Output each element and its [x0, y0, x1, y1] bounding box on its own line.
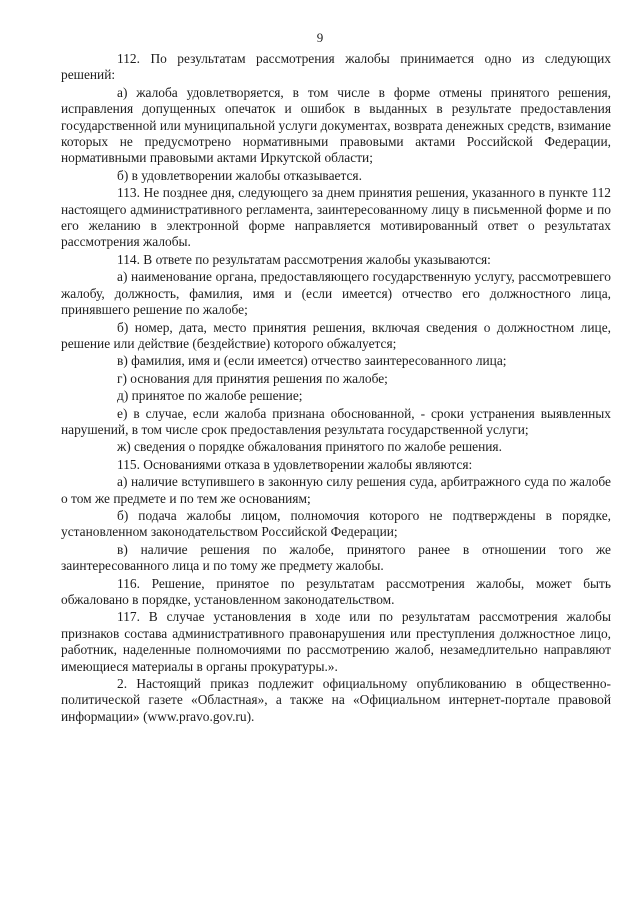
paragraph-114-d: д) принятое по жалобе решение; — [117, 388, 303, 404]
paragraph-113: 113. Не позднее дня, следующего за днем принятия решения, указанного в пункте 112 настоящего административного регламента, заинтересованному лицу в письменной форме и по его желанию в электронной форме направляется мотивированный ответ о результатах рассмотрения жалобы. — [61, 185, 611, 250]
paragraph-117: 117. В случае установления в ходе или по результатам рассмотрения жалобы признаков состава административного правонарушения или преступления должностное лицо, работник, наделенные полномочиями по рассмотрению жалоб, незамедлительно направляют имеющиеся материалы в органы прокуратуры.». — [61, 609, 611, 674]
paragraph-114-b: б) номер, дата, место принятия решения, включая сведения о должностном лице, решение или действие (бездействие) которого обжалуется; — [61, 319, 611, 351]
paragraph-112-a: а) жалоба удовлетворяется, в том числе в форме отмены принятого решения, исправления допущенных опечаток и ошибок в выданных в результате предоставления государственной или муниципальной услуги документах, возврата денежных средств, взимание которых не предусмотрено нормативными правовыми актами Российской Федерации, нормативными правовыми актами Иркутской области; — [61, 84, 611, 166]
paragraph-116: 116. Решение, принятое по результатам рассмотрения жалобы, может быть обжаловано в порядке, установленном законодательством. — [61, 575, 611, 607]
paragraph-114-v: в) фамилия, имя и (если имеется) отчество заинтересованного лица; — [117, 353, 507, 369]
paragraph-115: 115. Основаниями отказа в удовлетворении жалобы являются: — [117, 456, 473, 472]
document-body — [61, 51, 611, 725]
paragraph-2-publication: 2. Настоящий приказ подлежит официальному опубликованию в общественно-политической газете «Областная», а также на «Официальном интернет-портале правовой информации» (www.pravo.gov.ru). — [61, 676, 611, 724]
paragraph-115-v: в) наличие решения по жалобе, принятого ранее в отношении того же заинтересованного лица и по тому же предмету жалобы. — [61, 541, 611, 574]
page-number: 9 — [316, 30, 324, 45]
paragraph-114: 114. В ответе по результатам рассмотрения жалобы указываются: — [117, 251, 491, 267]
paragraph-115-a: а) наличие вступившего в законную силу решения суда, арбитражного суда по жалобе о том же предмете и по тем же основаниям; — [61, 474, 611, 506]
paragraph-114-zh: ж) сведения о порядке обжалования принятого по жалобе решения. — [117, 439, 502, 455]
paragraph-112-b: б) в удовлетворении жалобы отказывается. — [117, 167, 362, 183]
paragraph-114-e: е) в случае, если жалоба признана обоснованной, - сроки устранения выявленных нарушений, в том числе срок предоставления результата государственной услуги; — [61, 405, 611, 437]
paragraph-114-g: г) основания для принятия решения по жалобе; — [117, 370, 388, 386]
paragraph-114-a: а) наименование органа, предоставляющего государственную услугу, рассмотревшего жалобу, должность, фамилия, имя и (если имеется) отчество его должностного лица, принявшего решение по жалобе; — [61, 269, 611, 318]
paragraph-115-b: б) подача жалобы лицом, полномочия которого не подтверждены в порядке, установленном законодательством Российской Федерации; — [61, 507, 611, 540]
paragraph-112: 112. По результатам рассмотрения жалобы принимается одно из следующих решений: — [61, 51, 611, 83]
